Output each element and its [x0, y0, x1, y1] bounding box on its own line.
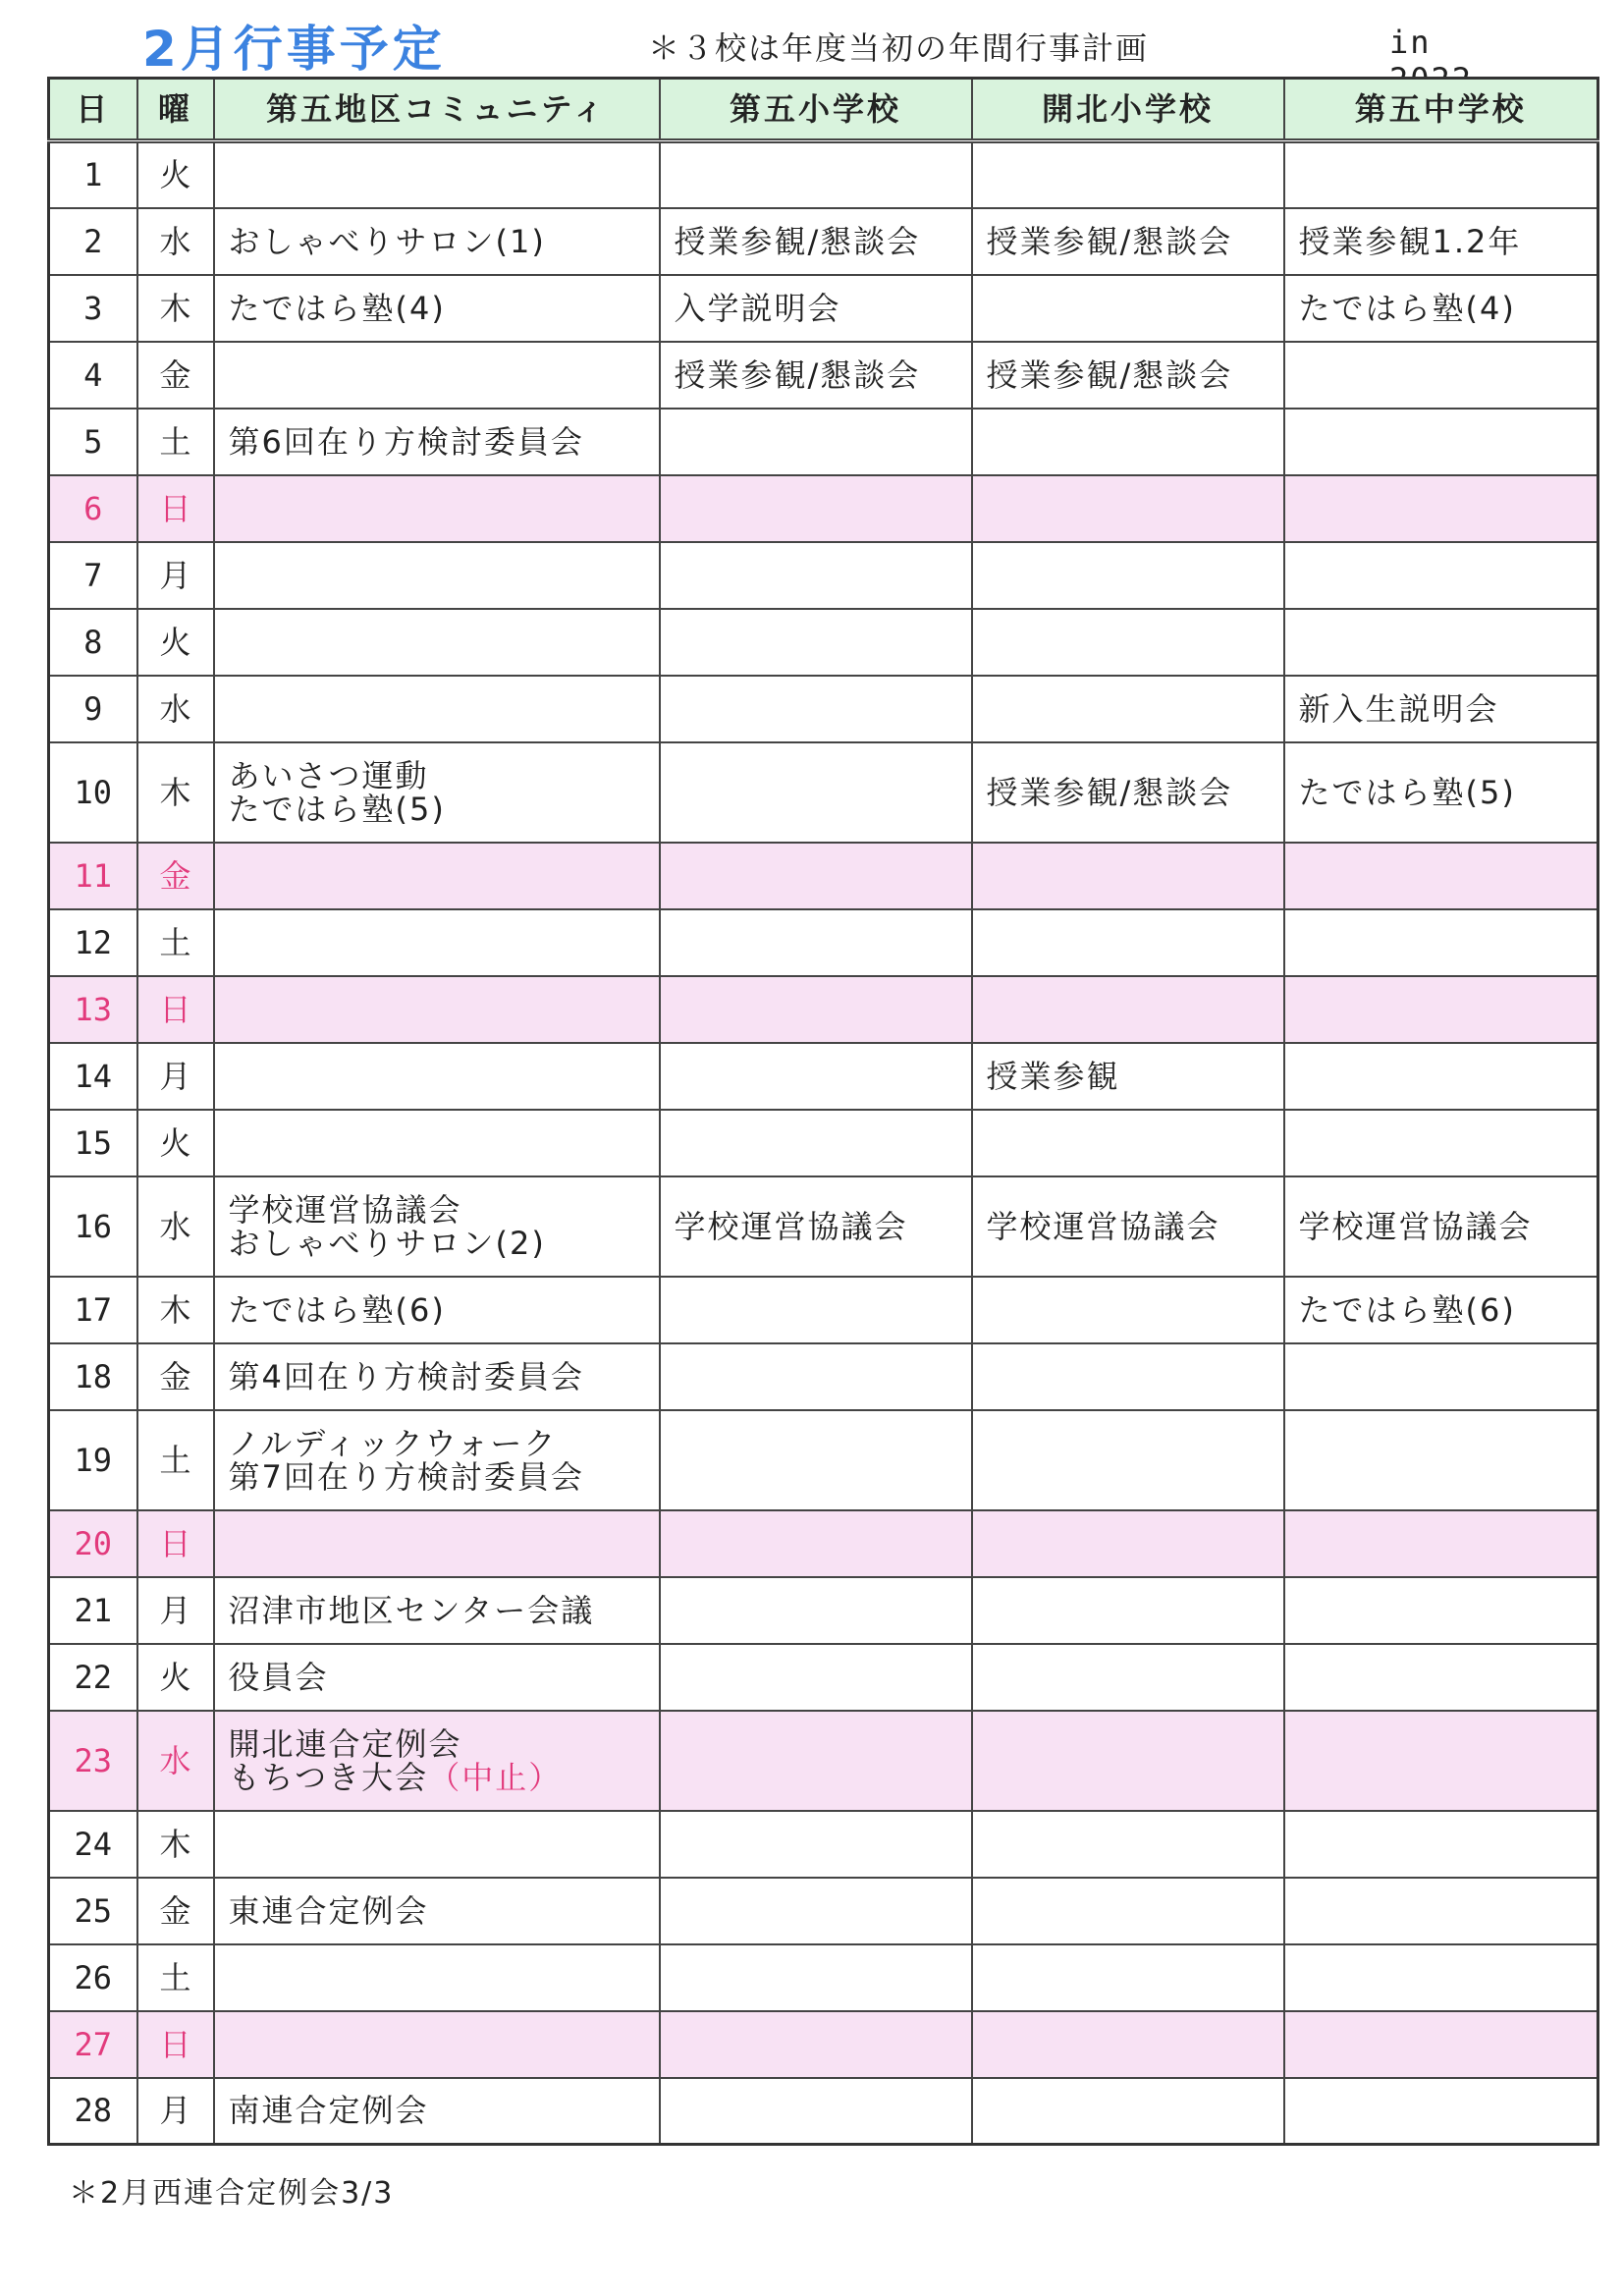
daigo-junior-high-events-cell	[1284, 342, 1598, 409]
daigo-elementary-events-cell	[660, 1410, 972, 1510]
daigo-elementary-events-cell	[660, 1944, 972, 2011]
event-text: たではら塾(6)	[1298, 1290, 1516, 1329]
community-events-cell	[214, 742, 660, 843]
daigo-elementary-events-cell	[660, 1878, 972, 1944]
cancelled-note: （中止）	[428, 1758, 563, 1796]
daigo-elementary-events-cell	[660, 342, 972, 409]
event-line	[228, 1758, 645, 1796]
table-row	[49, 208, 1598, 275]
kaihoku-elementary-events-cell	[972, 843, 1284, 909]
kaihoku-elementary-events-cell	[972, 1410, 1284, 1510]
column-header-weekday: 曜	[137, 79, 214, 141]
event-text: 学校運営協議会	[228, 1190, 462, 1229]
daigo-elementary-events-cell	[660, 676, 972, 742]
daigo-junior-high-events-cell	[1284, 1811, 1598, 1878]
event-text: 学校運営協議会	[986, 1207, 1220, 1245]
event-text: 授業参観/懇談会	[986, 773, 1233, 811]
table-row	[49, 1944, 1598, 2011]
day-cell: 4	[49, 342, 137, 409]
event-text: 沼津市地区センター会議	[228, 1591, 595, 1629]
kaihoku-elementary-events-cell	[972, 1277, 1284, 1343]
page-title: 2月行事予定	[142, 21, 446, 78]
event-text: 南連合定例会	[228, 2092, 429, 2130]
community-events-cell	[214, 1878, 660, 1944]
kaihoku-elementary-events-cell	[972, 141, 1284, 208]
page-header	[137, 10, 1532, 78]
weekday-cell: 土	[137, 1410, 214, 1510]
daigo-junior-high-events-cell	[1284, 1043, 1598, 1110]
kaihoku-elementary-events-cell	[972, 1577, 1284, 1644]
weekday-cell: 土	[137, 409, 214, 475]
weekday-cell: 月	[137, 542, 214, 609]
kaihoku-elementary-events-cell	[972, 475, 1284, 542]
daigo-elementary-events-cell	[660, 141, 972, 208]
community-events-cell	[214, 2011, 660, 2078]
table-row	[49, 275, 1598, 342]
community-events-cell	[214, 475, 660, 542]
day-cell: 22	[49, 1644, 137, 1711]
daigo-junior-high-events-cell	[1284, 1878, 1598, 1944]
kaihoku-elementary-events-cell	[972, 1510, 1284, 1577]
community-events-cell	[214, 676, 660, 742]
kaihoku-elementary-events-cell	[972, 1176, 1284, 1277]
kaihoku-elementary-events-cell	[972, 1110, 1284, 1176]
weekday-cell: 土	[137, 909, 214, 976]
daigo-junior-high-events-cell	[1284, 676, 1598, 742]
page-subtitle: ＊３校は年度当初の年間行事計画	[648, 29, 1150, 67]
event-text: 授業参観1.2年	[1298, 222, 1522, 260]
daigo-junior-high-events-cell	[1284, 909, 1598, 976]
event-text: 第4回在り方検討委員会	[228, 1357, 584, 1395]
day-cell: 8	[49, 609, 137, 676]
kaihoku-elementary-events-cell	[972, 542, 1284, 609]
day-cell: 12	[49, 909, 137, 976]
daigo-elementary-events-cell	[660, 1711, 972, 1811]
daigo-elementary-events-cell	[660, 542, 972, 609]
day-cell: 9	[49, 676, 137, 742]
community-events-cell	[214, 2078, 660, 2145]
event-text: 授業参観/懇談会	[674, 355, 921, 394]
weekday-cell: 水	[137, 1711, 214, 1811]
weekday-cell: 金	[137, 1343, 214, 1410]
weekday-cell: 火	[137, 1644, 214, 1711]
table-row	[49, 1043, 1598, 1110]
weekday-cell: 火	[137, 609, 214, 676]
daigo-junior-high-events-cell	[1284, 1277, 1598, 1343]
day-cell: 17	[49, 1277, 137, 1343]
table-row	[49, 1277, 1598, 1343]
table-row	[49, 843, 1598, 909]
table-row	[49, 909, 1598, 976]
community-events-cell	[214, 1410, 660, 1510]
weekday-cell: 火	[137, 1110, 214, 1176]
day-cell: 23	[49, 1711, 137, 1811]
day-cell: 10	[49, 742, 137, 843]
weekday-cell: 水	[137, 208, 214, 275]
weekday-cell: 日	[137, 2011, 214, 2078]
kaihoku-elementary-events-cell	[972, 208, 1284, 275]
weekday-cell: 月	[137, 1043, 214, 1110]
daigo-junior-high-events-cell	[1284, 843, 1598, 909]
table-row	[49, 1510, 1598, 1577]
daigo-junior-high-events-cell	[1284, 409, 1598, 475]
table-row	[49, 1577, 1598, 1644]
community-events-cell	[214, 1577, 660, 1644]
daigo-elementary-events-cell	[660, 409, 972, 475]
event-text: おしゃべりサロン(2)	[228, 1224, 546, 1262]
daigo-junior-high-events-cell	[1284, 1711, 1598, 1811]
daigo-elementary-events-cell	[660, 909, 972, 976]
daigo-elementary-events-cell	[660, 1343, 972, 1410]
column-header-day: 日	[49, 79, 137, 141]
daigo-elementary-events-cell	[660, 1510, 972, 1577]
weekday-cell: 月	[137, 1577, 214, 1644]
day-cell: 26	[49, 1944, 137, 2011]
event-text: 役員会	[228, 1658, 329, 1696]
table-row	[49, 976, 1598, 1043]
table-row	[49, 542, 1598, 609]
table-row	[49, 475, 1598, 542]
table-row	[49, 1410, 1598, 1510]
event-text: 授業参観/懇談会	[674, 222, 921, 260]
daigo-junior-high-events-cell	[1284, 609, 1598, 676]
daigo-elementary-events-cell	[660, 2011, 972, 2078]
day-cell: 14	[49, 1043, 137, 1110]
event-text: もちつき大会	[228, 1758, 429, 1796]
kaihoku-elementary-events-cell	[972, 275, 1284, 342]
kaihoku-elementary-events-cell	[972, 1711, 1284, 1811]
daigo-elementary-events-cell	[660, 1043, 972, 1110]
day-cell: 19	[49, 1410, 137, 1510]
weekday-cell: 金	[137, 843, 214, 909]
kaihoku-elementary-events-cell	[972, 2078, 1284, 2145]
day-cell: 21	[49, 1577, 137, 1644]
kaihoku-elementary-events-cell	[972, 1878, 1284, 1944]
day-cell: 11	[49, 843, 137, 909]
event-text: あいさつ運動	[228, 756, 429, 794]
kaihoku-elementary-events-cell	[972, 909, 1284, 976]
community-events-cell	[214, 909, 660, 976]
kaihoku-elementary-events-cell	[972, 609, 1284, 676]
kaihoku-elementary-events-cell	[972, 342, 1284, 409]
community-events-cell	[214, 1110, 660, 1176]
schedule-table	[47, 77, 1599, 2146]
day-cell: 5	[49, 409, 137, 475]
event-text: 学校運営協議会	[1298, 1207, 1533, 1245]
day-cell: 13	[49, 976, 137, 1043]
event-text: 授業参観	[986, 1057, 1120, 1095]
weekday-cell: 土	[137, 1944, 214, 2011]
daigo-junior-high-events-cell	[1284, 2011, 1598, 2078]
column-header-kaihoku-elementary: 開北小学校	[972, 79, 1284, 141]
weekday-cell: 木	[137, 1277, 214, 1343]
table-row	[49, 342, 1598, 409]
community-events-cell	[214, 609, 660, 676]
day-cell: 3	[49, 275, 137, 342]
event-text: 授業参観/懇談会	[986, 222, 1233, 260]
weekday-cell: 木	[137, 1811, 214, 1878]
table-row	[49, 2078, 1598, 2145]
community-events-cell	[214, 1510, 660, 1577]
day-cell: 28	[49, 2078, 137, 2145]
kaihoku-elementary-events-cell	[972, 1043, 1284, 1110]
event-text: たではら塾(4)	[228, 289, 446, 327]
weekday-cell: 金	[137, 342, 214, 409]
event-text: 授業参観/懇談会	[986, 355, 1233, 394]
daigo-elementary-events-cell	[660, 1811, 972, 1878]
daigo-junior-high-events-cell	[1284, 1510, 1598, 1577]
kaihoku-elementary-events-cell	[972, 1343, 1284, 1410]
daigo-elementary-events-cell	[660, 742, 972, 843]
community-events-cell	[214, 409, 660, 475]
daigo-junior-high-events-cell	[1284, 2078, 1598, 2145]
community-events-cell	[214, 342, 660, 409]
table-row	[49, 1878, 1598, 1944]
community-events-cell	[214, 275, 660, 342]
day-cell: 15	[49, 1110, 137, 1176]
kaihoku-elementary-events-cell	[972, 1644, 1284, 1711]
table-row	[49, 409, 1598, 475]
year-label: in	[1389, 24, 1432, 61]
weekday-cell: 木	[137, 742, 214, 843]
daigo-elementary-events-cell	[660, 843, 972, 909]
daigo-junior-high-events-cell	[1284, 1577, 1598, 1644]
event-text: 第6回在り方検討委員会	[228, 422, 584, 461]
table-row	[49, 676, 1598, 742]
weekday-cell: 水	[137, 1176, 214, 1277]
daigo-elementary-events-cell	[660, 2078, 972, 2145]
event-text: 東連合定例会	[228, 1891, 429, 1930]
community-events-cell	[214, 1176, 660, 1277]
kaihoku-elementary-events-cell	[972, 976, 1284, 1043]
weekday-cell: 火	[137, 141, 214, 208]
day-cell: 1	[49, 141, 137, 208]
footnote: ＊2月西連合定例会3/3	[69, 2176, 395, 2211]
daigo-junior-high-events-cell	[1284, 475, 1598, 542]
weekday-cell: 月	[137, 2078, 214, 2145]
schedule-body	[49, 141, 1598, 2145]
day-cell: 16	[49, 1176, 137, 1277]
kaihoku-elementary-events-cell	[972, 676, 1284, 742]
weekday-cell: 日	[137, 475, 214, 542]
weekday-cell: 水	[137, 676, 214, 742]
table-row	[49, 609, 1598, 676]
event-text: 入学説明会	[674, 289, 841, 327]
kaihoku-elementary-events-cell	[972, 1811, 1284, 1878]
table-row	[49, 141, 1598, 208]
community-events-cell	[214, 542, 660, 609]
event-text: 第7回在り方検討委員会	[228, 1457, 584, 1496]
column-header-community: 第五地区コミュニティ	[214, 79, 660, 141]
event-text: たではら塾(5)	[1298, 773, 1516, 811]
day-cell: 24	[49, 1811, 137, 1878]
event-text: たではら塾(5)	[228, 790, 446, 828]
table-row	[49, 742, 1598, 843]
daigo-junior-high-events-cell	[1284, 542, 1598, 609]
table-row	[49, 2011, 1598, 2078]
daigo-junior-high-events-cell	[1284, 141, 1598, 208]
community-events-cell	[214, 208, 660, 275]
daigo-junior-high-events-cell	[1284, 275, 1598, 342]
weekday-cell: 日	[137, 1510, 214, 1577]
day-cell: 25	[49, 1878, 137, 1944]
table-row	[49, 1811, 1598, 1878]
column-header-daigo-elementary: 第五小学校	[660, 79, 972, 141]
weekday-cell: 金	[137, 1878, 214, 1944]
daigo-junior-high-events-cell	[1284, 208, 1598, 275]
daigo-elementary-events-cell	[660, 1110, 972, 1176]
kaihoku-elementary-events-cell	[972, 409, 1284, 475]
community-events-cell	[214, 1944, 660, 2011]
day-cell: 2	[49, 208, 137, 275]
event-text: 新入生説明会	[1298, 689, 1499, 728]
column-header-daigo-junior-high: 第五中学校	[1284, 79, 1598, 141]
event-text: たではら塾(4)	[1298, 289, 1516, 327]
day-cell: 27	[49, 2011, 137, 2078]
table-row	[49, 1176, 1598, 1277]
kaihoku-elementary-events-cell	[972, 742, 1284, 843]
day-cell: 7	[49, 542, 137, 609]
community-events-cell	[214, 1711, 660, 1811]
daigo-junior-high-events-cell	[1284, 1110, 1598, 1176]
table-row	[49, 1711, 1598, 1811]
event-text: ノルディックウォーク	[228, 1424, 558, 1462]
community-events-cell	[214, 1343, 660, 1410]
daigo-elementary-events-cell	[660, 275, 972, 342]
day-cell: 18	[49, 1343, 137, 1410]
kaihoku-elementary-events-cell	[972, 1944, 1284, 2011]
day-cell: 6	[49, 475, 137, 542]
daigo-elementary-events-cell	[660, 976, 972, 1043]
daigo-junior-high-events-cell	[1284, 1410, 1598, 1510]
daigo-junior-high-events-cell	[1284, 742, 1598, 843]
community-events-cell	[214, 1043, 660, 1110]
community-events-cell	[214, 141, 660, 208]
event-text: 開北連合定例会	[228, 1724, 462, 1763]
event-text: おしゃべりサロン(1)	[228, 222, 546, 260]
daigo-elementary-events-cell	[660, 609, 972, 676]
community-events-cell	[214, 1277, 660, 1343]
daigo-junior-high-events-cell	[1284, 976, 1598, 1043]
daigo-elementary-events-cell	[660, 1577, 972, 1644]
daigo-elementary-events-cell	[660, 475, 972, 542]
table-row	[49, 1343, 1598, 1410]
daigo-junior-high-events-cell	[1284, 1944, 1598, 2011]
weekday-cell: 日	[137, 976, 214, 1043]
event-text: 学校運営協議会	[674, 1207, 908, 1245]
daigo-elementary-events-cell	[660, 208, 972, 275]
daigo-elementary-events-cell	[660, 1644, 972, 1711]
community-events-cell	[214, 1811, 660, 1878]
daigo-junior-high-events-cell	[1284, 1343, 1598, 1410]
table-row	[49, 1644, 1598, 1711]
daigo-junior-high-events-cell	[1284, 1644, 1598, 1711]
weekday-cell: 木	[137, 275, 214, 342]
community-events-cell	[214, 1644, 660, 1711]
community-events-cell	[214, 843, 660, 909]
day-cell: 20	[49, 1510, 137, 1577]
table-row	[49, 1110, 1598, 1176]
event-text: たではら塾(6)	[228, 1290, 446, 1329]
header-row	[49, 79, 1598, 141]
daigo-elementary-events-cell	[660, 1176, 972, 1277]
community-events-cell	[214, 976, 660, 1043]
kaihoku-elementary-events-cell	[972, 2011, 1284, 2078]
daigo-elementary-events-cell	[660, 1277, 972, 1343]
daigo-junior-high-events-cell	[1284, 1176, 1598, 1277]
